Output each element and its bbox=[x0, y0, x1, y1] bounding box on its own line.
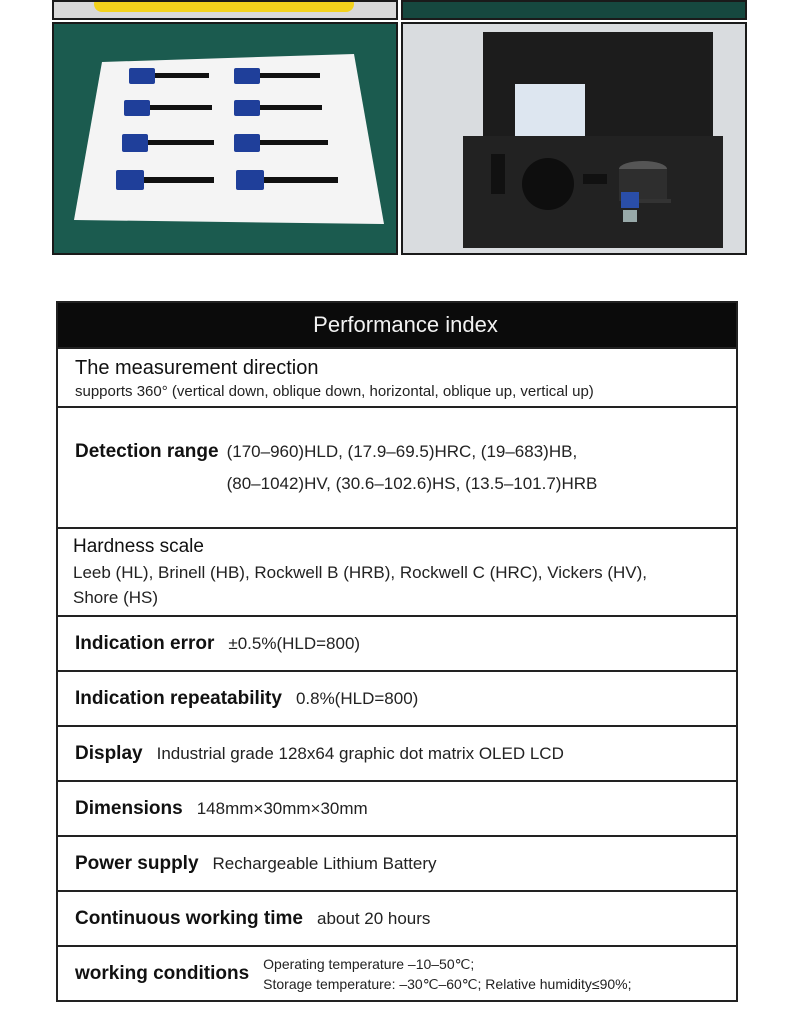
performance-index-table bbox=[56, 301, 738, 1002]
testers-illustration bbox=[54, 24, 396, 253]
repeat-value: 0.8%(HLD=800) bbox=[295, 688, 419, 708]
repeat-label: Indication repeatability bbox=[75, 687, 282, 709]
product-photo-top-right bbox=[401, 0, 747, 20]
yellow-device-shape bbox=[94, 0, 354, 12]
conditions-line-1: Operating temperature –10–50℃; bbox=[263, 955, 475, 972]
conditions-line-2: Storage temperature: –30℃–60℃; Relative humidity≤90%; bbox=[263, 975, 632, 992]
display-label: Display bbox=[75, 742, 143, 764]
scale-line-2: Shore (HS) bbox=[73, 587, 159, 607]
worktime-value: about 20 hours bbox=[317, 908, 431, 928]
direction-value: supports 360° (vertical down, oblique down, horizontal, oblique up, vertical up) bbox=[75, 383, 594, 400]
worktime-label: Continuous working time bbox=[75, 907, 303, 929]
scale-line-1: Leeb (HL), Brinell (HB), Rockwell B (HRB), Rockwell C (HRC), Vickers (HV), bbox=[73, 562, 647, 582]
range-line-2: (80–1042)HV, (30.6–102.6)HS, (13.5–101.7)HRB bbox=[226, 473, 598, 493]
table-row-direction bbox=[57, 348, 737, 407]
scale-label: Hardness scale bbox=[73, 535, 204, 557]
table-title: Performance index bbox=[57, 302, 737, 348]
error-value: ±0.5%(HLD=800) bbox=[228, 633, 361, 653]
conditions-label: working conditions bbox=[75, 962, 250, 984]
table-row-working-time bbox=[57, 891, 737, 946]
table-row-working-conditions bbox=[57, 946, 737, 1001]
power-label: Power supply bbox=[75, 852, 199, 874]
display-value: Industrial grade 128x64 graphic dot matrix OLED LCD bbox=[156, 743, 564, 763]
table-row-dimensions bbox=[57, 781, 737, 836]
product-photo-carry-case bbox=[401, 22, 747, 255]
table-row-hardness-scale bbox=[57, 528, 737, 616]
table-row-power-supply bbox=[57, 836, 737, 891]
error-label: Indication error bbox=[75, 632, 215, 654]
product-photo-top-left bbox=[52, 0, 398, 20]
table-row-display bbox=[57, 726, 737, 781]
table-header-row bbox=[57, 302, 737, 348]
range-label: Detection range bbox=[75, 440, 219, 462]
power-value: Rechargeable Lithium Battery bbox=[212, 853, 437, 873]
dimensions-value: 148mm×30mm×30mm bbox=[196, 798, 368, 818]
table-row-range bbox=[57, 407, 737, 528]
table-row-indication-error bbox=[57, 616, 737, 671]
range-line-1: (170–960)HLD, (17.9–69.5)HRC, (19–683)HB, bbox=[226, 441, 578, 461]
direction-label: The measurement direction bbox=[75, 357, 319, 379]
carry-case-illustration bbox=[403, 24, 745, 253]
dimensions-label: Dimensions bbox=[75, 797, 183, 819]
table-row-repeatability bbox=[57, 671, 737, 726]
product-photo-testers-on-sheet bbox=[52, 22, 398, 255]
